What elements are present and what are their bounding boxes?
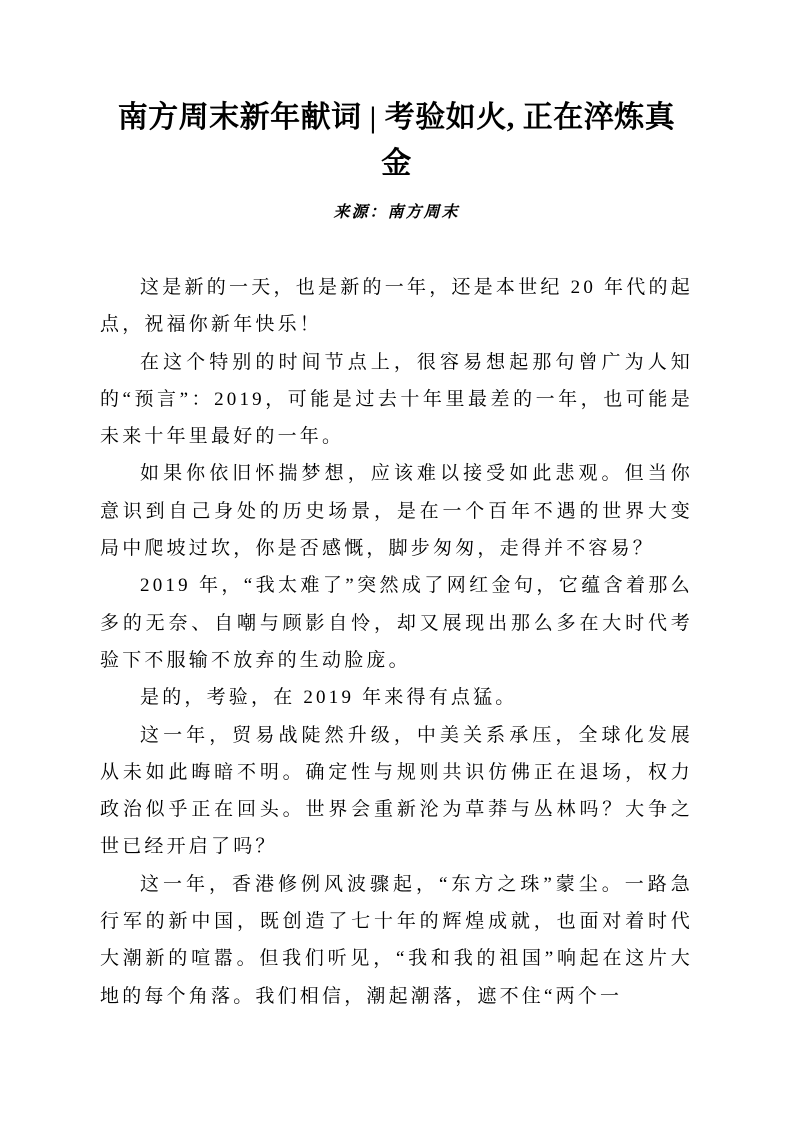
- paragraph-2: 在这个特别的时间节点上，很容易想起那句曾广为人知的“预言”：2019，可能是过去十年里最差的一年，也可能是未来十年里最好的一年。: [100, 351, 693, 448]
- source-line: 来源：南方周末: [333, 204, 460, 221]
- paragraph-1: 这是新的一天，也是新的一年，还是本世纪 20 年代的起点，祝福你新年快乐！: [100, 277, 693, 336]
- paragraph-7: 这一年，香港修例风波骤起，“东方之珠”蒙尘。一路急行军的新中国，既创造了七十年的辉煌成就，也面对着时代大潮新的喧嚣。但我们听见，“我和我的祖国”响起在这片大地的每个角落。我们相信，潮起潮落，遮不住“两个一: [100, 873, 693, 1007]
- paragraph-6: 这一年，贸易战陡然升级，中美关系承压，全球化发展从未如此晦暗不明。确定性与规则共识仿佛正在退场，权力政治似乎正在回头。世界会重新沦为草莽与丛林吗？大争之世已经开启了吗？: [100, 724, 693, 858]
- page-title: 南方周末新年献词 | 考验如火, 正在淬炼真金: [117, 101, 676, 180]
- article-body: [100, 269, 693, 1015]
- paragraph-3: 如果你依旧怀揣梦想，应该难以接受如此悲观。但当你意识到自己身处的历史场景，是在一个百年不遇的世界大变局中爬坡过坎，你是否感慨，脚步匆匆，走得并不容易？: [100, 463, 693, 560]
- paragraph-5: 是的，考验，在 2019 年来得有点猛。: [140, 687, 518, 709]
- paragraph-4: 2019 年，“我太难了”突然成了网红金句，它蕴含着那么多的无奈、自嘲与顾影自怜，却又展现出那么多在大时代考验下不服输不放弃的生动脸庞。: [100, 575, 693, 671]
